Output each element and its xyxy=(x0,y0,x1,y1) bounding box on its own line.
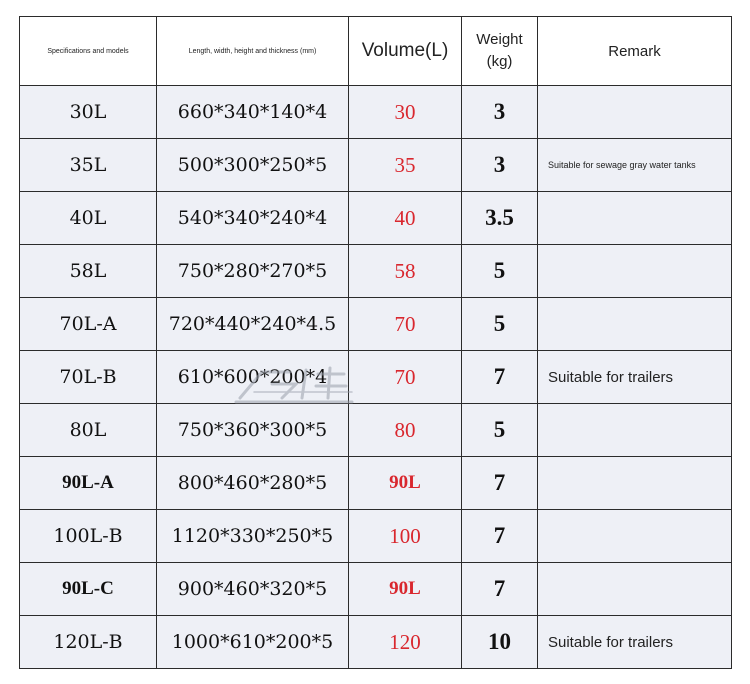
remark-cell xyxy=(538,510,732,563)
remark-cell xyxy=(538,563,732,616)
remark-cell xyxy=(538,457,732,510)
header-weight: Weight (kg) xyxy=(462,17,538,86)
volume-cell: 70 xyxy=(349,298,462,351)
model-cell: 90L-C xyxy=(20,563,157,616)
table-row xyxy=(20,616,732,669)
volume-cell: 120 xyxy=(349,616,462,669)
table-row xyxy=(20,245,732,298)
weight-cell: 7 xyxy=(462,457,538,510)
remark-cell xyxy=(538,298,732,351)
weight-cell: 5 xyxy=(462,245,538,298)
header-row xyxy=(20,17,732,86)
weight-cell: 5 xyxy=(462,404,538,457)
volume-cell: 100 xyxy=(349,510,462,563)
dimensions-cell: 720*440*240*4.5 xyxy=(157,298,349,351)
dimensions-cell: 750*280*270*5 xyxy=(157,245,349,298)
table-row xyxy=(20,510,732,563)
remark-cell xyxy=(538,404,732,457)
remark-cell xyxy=(538,192,732,245)
model-cell: 70L-A xyxy=(20,298,157,351)
volume-cell: 35 xyxy=(349,139,462,192)
remark-cell xyxy=(538,245,732,298)
dimensions-cell: 1000*610*200*5 xyxy=(157,616,349,669)
model-cell: 58L xyxy=(20,245,157,298)
volume-cell: 90L xyxy=(349,563,462,616)
header-remark: Remark xyxy=(538,17,732,86)
model-cell: 40L xyxy=(20,192,157,245)
table-row xyxy=(20,563,732,616)
weight-cell: 7 xyxy=(462,351,538,404)
weight-cell: 10 xyxy=(462,616,538,669)
weight-cell: 3 xyxy=(462,86,538,139)
model-cell: 35L xyxy=(20,139,157,192)
volume-cell: 80 xyxy=(349,404,462,457)
dimensions-cell: 900*460*320*5 xyxy=(157,563,349,616)
weight-cell: 5 xyxy=(462,298,538,351)
dimensions-cell: 540*340*240*4 xyxy=(157,192,349,245)
remark-cell: Suitable for trailers xyxy=(538,351,732,404)
dimensions-cell: 1120*330*250*5 xyxy=(157,510,349,563)
table-row xyxy=(20,404,732,457)
dimensions-cell: 660*340*140*4 xyxy=(157,86,349,139)
table-row xyxy=(20,139,732,192)
header-dimensions: Length, width, height and thickness (mm) xyxy=(157,17,349,86)
table-row xyxy=(20,86,732,139)
model-cell: 80L xyxy=(20,404,157,457)
weight-cell: 3 xyxy=(462,139,538,192)
spec-table xyxy=(19,16,732,669)
dimensions-cell: 750*360*300*5 xyxy=(157,404,349,457)
model-cell: 100L-B xyxy=(20,510,157,563)
model-cell: 120L-B xyxy=(20,616,157,669)
model-cell: 30L xyxy=(20,86,157,139)
volume-cell: 90L xyxy=(349,457,462,510)
remark-cell xyxy=(538,86,732,139)
dimensions-cell: 800*460*280*5 xyxy=(157,457,349,510)
dimensions-cell: 500*300*250*5 xyxy=(157,139,349,192)
table-row xyxy=(20,192,732,245)
spec-table-container xyxy=(19,16,732,669)
remark-cell: Suitable for sewage gray water tanks xyxy=(538,139,732,192)
weight-cell: 7 xyxy=(462,563,538,616)
model-cell: 70L-B xyxy=(20,351,157,404)
table-row xyxy=(20,457,732,510)
dimensions-cell: 610*600*200*4 xyxy=(157,351,349,404)
header-volume: Volume(L) xyxy=(349,17,462,86)
volume-cell: 70 xyxy=(349,351,462,404)
volume-cell: 58 xyxy=(349,245,462,298)
header-model: Specifications and models xyxy=(20,17,157,86)
table-row xyxy=(20,351,732,404)
volume-cell: 40 xyxy=(349,192,462,245)
model-cell: 90L-A xyxy=(20,457,157,510)
volume-cell: 30 xyxy=(349,86,462,139)
weight-cell: 3.5 xyxy=(462,192,538,245)
weight-cell: 7 xyxy=(462,510,538,563)
table-row xyxy=(20,298,732,351)
remark-cell: Suitable for trailers xyxy=(538,616,732,669)
